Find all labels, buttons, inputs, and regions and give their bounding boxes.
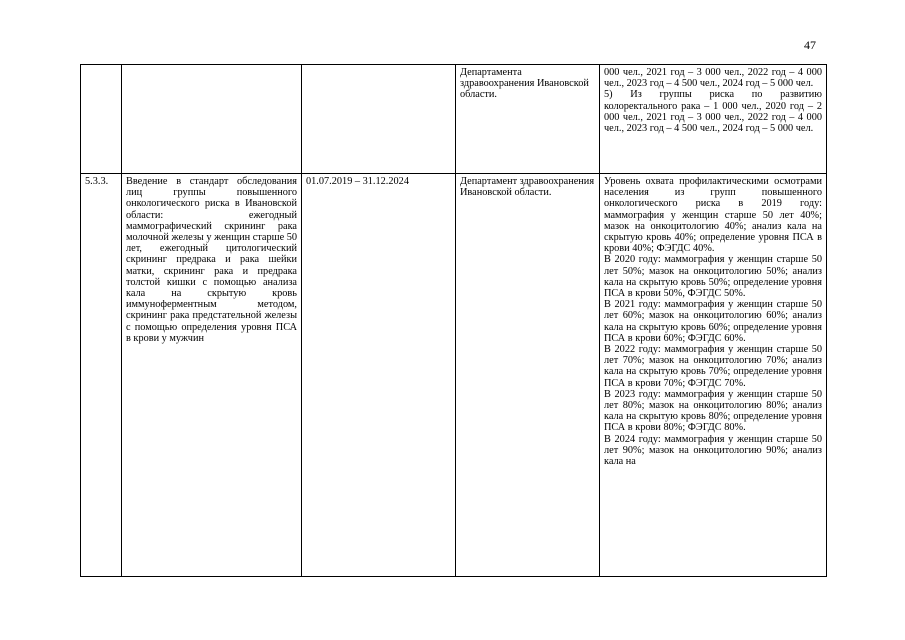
indicator-paragraph: 000 чел., 2021 год – 3 000 чел., 2022 год – 4 000 чел., 2023 год – 4 500 чел., 2024 год – 5 000 чел. <box>604 67 822 90</box>
table-row <box>81 174 827 577</box>
row-number-cell: 5.3.3. <box>81 174 122 577</box>
indicator-paragraph: 5) Из группы риска по развитию колоректального рака – 1 000 чел., 2020 год – 2 000 чел., 2021 год – 3 000 чел., 2022 год – 4 000 чел., 2023 год – 4 500 чел., 2024 год – 5 000 чел. <box>604 89 822 135</box>
indicator-paragraph: В 2024 году: маммография у женщин старше 50 лет 90%; мазок на онкоцитологию 90%; анализ кала на <box>604 433 822 468</box>
indicator-paragraph: В 2023 году: маммография у женщин старше 50 лет 80%; мазок на онкоцитологию 80%; анализ кала на скрытую кровь 80%; определение уровня ПСА в крови 80%; ФЭГДС 80%. <box>604 388 822 434</box>
indicator-paragraph: В 2020 году: маммография у женщин старше 50 лет 50%; мазок на онкоцитологию 50%; анализ кала на скрытую кровь 50%; определение уровня ПСА в крови 50%, ФЭГДС 50%. <box>604 254 822 300</box>
indicator-paragraph: Уровень охвата профилактическими осмотрами населения из групп повышенного онкологического риска в 2019 году: маммография у женщин старше 50 лет 40%; мазок на онкоцитологию 40%; анализ кала на скрытую кровь 40%; определение уровня ПСА в крови 40%; ФЭГДС 40%. <box>604 176 822 255</box>
indicator-cell <box>600 65 827 174</box>
row-number-cell <box>81 65 122 174</box>
measures-table <box>80 64 827 577</box>
indicator-cell <box>600 174 827 577</box>
period-cell <box>302 65 456 174</box>
indicator-paragraph: В 2022 году: маммография у женщин старше 50 лет 70%; мазок на онкоцитологию 70%; анализ кала на скрытую кровь 70%; определение уровня ПСА в крови 70%; ФЭГДС 70%. <box>604 344 822 389</box>
measure-cell <box>122 65 302 174</box>
measure-cell: Введение в стандарт обследования лиц группы повышенного онкологического риска в Ивановской области: ежегодный маммографический скрининг рака молочной железы у женщин старше 50 лет, ежегодный цитологический скрининг предрака и рака шейки матки, скрининг рака и предрака толстой кишки с помощью анализа кала на скрытую кровь иммуноферментным методом, скрининг рака предстательной железы с помощью определения уровня ПСА в крови у мужчин <box>122 174 302 577</box>
executor-cell: Департамента здравоохранения Ивановской области. <box>456 65 600 174</box>
indicator-paragraph: В 2021 году: маммография у женщин старше 50 лет 60%; мазок на онкоцитологию 60%; анализ кала на скрытую кровь 60%; определение уровня ПСА в крови 60%; ФЭГДС 60%. <box>604 299 822 344</box>
period-cell: 01.07.2019 – 31.12.2024 <box>302 174 456 577</box>
page-number: 47 <box>804 38 816 52</box>
table-row <box>81 65 827 174</box>
executor-cell: Департамент здравоохранения Ивановской области. <box>456 174 600 577</box>
